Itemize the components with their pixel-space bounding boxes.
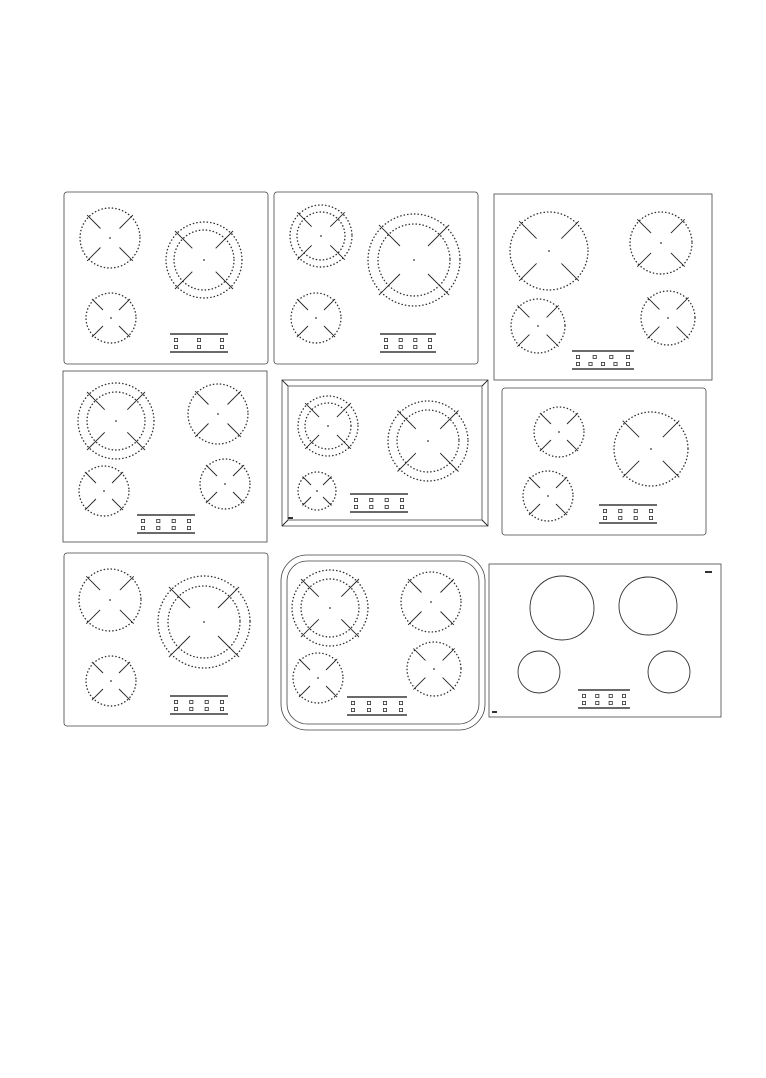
hob-7-zone-top-right-center-dot [203, 621, 205, 623]
hob-8-zone-top-right-center-dot [430, 601, 432, 603]
hob-6-zone-top-right-center-dot [650, 448, 652, 450]
hob-3-frame [494, 194, 712, 380]
hob-7 [64, 553, 268, 726]
hob-4-zone-top-right-center-dot [217, 413, 219, 415]
hob-4 [63, 371, 267, 542]
hob-8-zone-bottom-left-center-dot [317, 677, 319, 679]
hob-1-zone-bottom-left-center-dot [110, 317, 112, 319]
hob-3-zone-top-right-center-dot [660, 242, 662, 244]
hob-2-zone-top-right-center-dot [413, 259, 415, 261]
hob-5 [282, 380, 488, 526]
hob-7-zone-top-left-center-dot [109, 599, 111, 601]
hob-3-zone-bottom-right-center-dot [667, 317, 669, 319]
hob-9-logo-mark [492, 711, 497, 713]
hob-9-brand-mark [705, 571, 712, 573]
hob-7-zone-bottom-left-center-dot [110, 680, 112, 682]
hob-1 [64, 192, 268, 364]
hob-2-zone-top-left-center-dot [320, 235, 322, 237]
hob-2-zone-bottom-left-center-dot [315, 317, 317, 319]
hob-8-zone-bottom-right-center-dot [433, 668, 435, 670]
hob-5-logo-mark [288, 517, 293, 519]
hob-3-zone-bottom-left-center-dot [537, 325, 539, 327]
hob-5-zone-top-right-center-dot [427, 440, 429, 442]
hob-8-zone-top-left-center-dot [329, 607, 331, 609]
hob-6-zone-bottom-left-center-dot [547, 495, 549, 497]
hob-5-zone-bottom-left-center-dot [316, 490, 318, 492]
hob-1-zone-top-left-center-dot [109, 237, 111, 239]
hob-5-zone-top-left-center-dot [327, 425, 329, 427]
hob-4-zone-bottom-left-center-dot [103, 490, 105, 492]
hob-6-zone-top-left-center-dot [558, 431, 560, 433]
hob-1-frame [64, 192, 268, 364]
hob-1-zone-top-right-center-dot [203, 259, 205, 261]
hob-3-zone-top-left-center-dot [548, 250, 550, 252]
hob-4-zone-bottom-right-center-dot [224, 483, 226, 485]
hob-9 [489, 564, 721, 717]
hob-4-frame [63, 371, 267, 542]
hob-9-frame [489, 564, 721, 717]
hob-3 [494, 194, 712, 380]
hob-2 [274, 192, 478, 364]
hob-4-zone-top-left-center-dot [115, 420, 117, 422]
hob-8 [281, 555, 485, 730]
hob-8-frame-inner [287, 561, 479, 724]
hob-6 [502, 388, 706, 535]
